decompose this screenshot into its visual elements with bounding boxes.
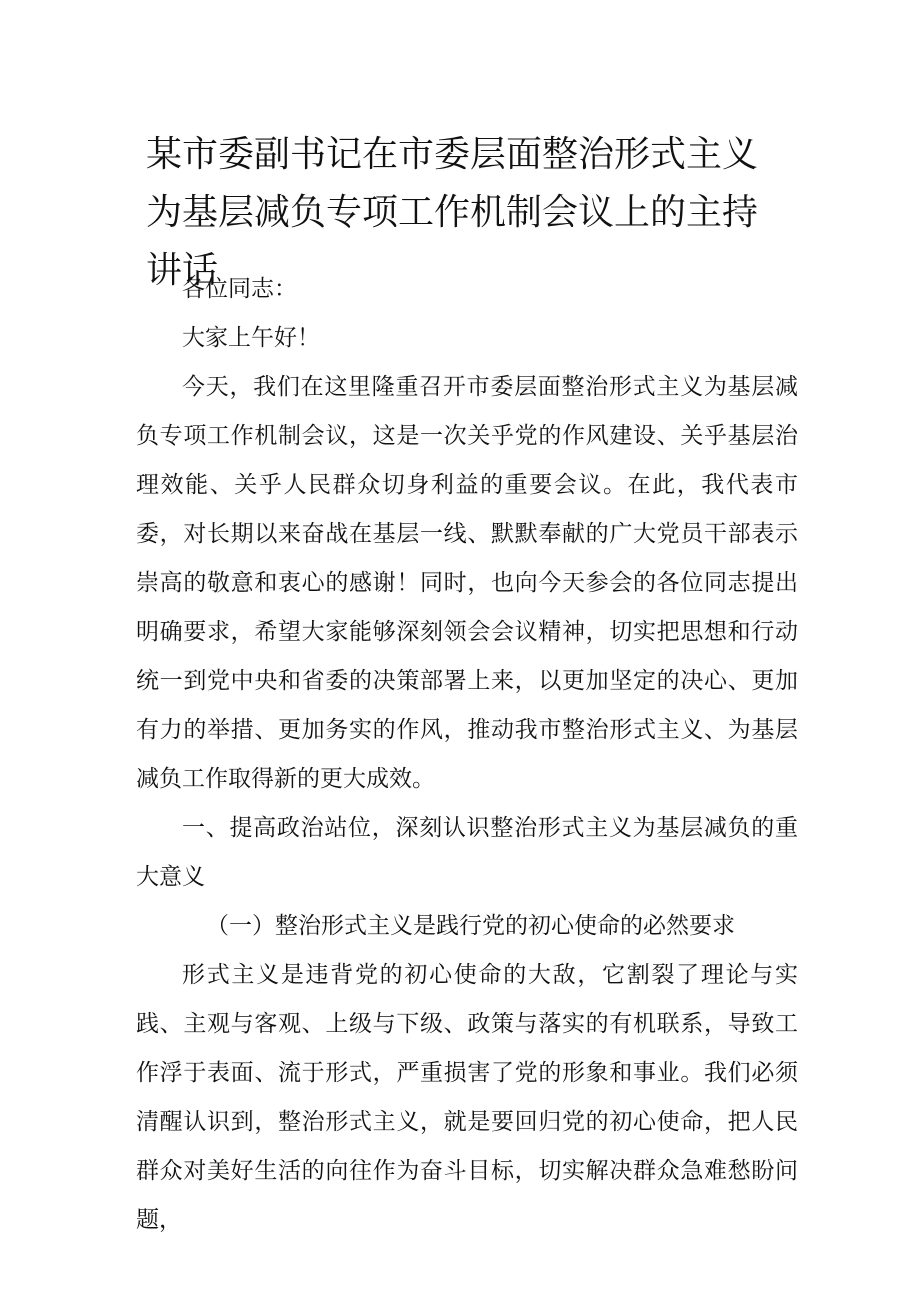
section-heading-1: 一、提高政治站位，深刻认识整治形式主义为基层减负的重大意义: [136, 815, 798, 890]
opening-paragraph: 今天，我们在这里隆重召开市委层面整治形式主义为基层减负专项工作机制会议，这是一次关乎党的作风建设、关乎基层治理效能、关乎人民群众切身利益的重要会议。在此，我代表市委，对长期以来奋战在基层一线、默默奉献的广大党员干部表示崇高的敬意和衷心的感谢！同时，也向今天参会的各位同志提出明确要求，希望大家能够深刻领会会议精神，切实把思想和行动统一到党中央和省委的决策部署上来，以更加坚定的决心、更加有力的举措、更加务实的作风，推动我市整治形式主义、为基层减负工作取得新的更大成效。: [136, 374, 798, 792]
greeting: 大家上午好！: [182, 325, 320, 351]
subsection-heading-1: （一）整治形式主义是践行党的初心使命的必然要求: [206, 913, 735, 939]
document-body: [136, 265, 798, 1245]
section-paragraph-1: 形式主义是违背党的初心使命的大敌，它割裂了理论与实践、主观与客观、上级与下级、政策与落实的有机联系，导致工作浮于表面、流于形式，严重损害了党的形象和事业。我们必须清醒认识到，整治形式主义，就是要回归党的初心使命，把人民群众对美好生活的向往作为奋斗目标，切实解决群众急难愁盼问题，: [136, 962, 798, 1233]
document-title: 某市委副书记在市委层面整治形式主义为基层减负专项工作机制会议上的主持讲话: [146, 134, 759, 291]
salutation: 各位同志：: [182, 276, 297, 302]
